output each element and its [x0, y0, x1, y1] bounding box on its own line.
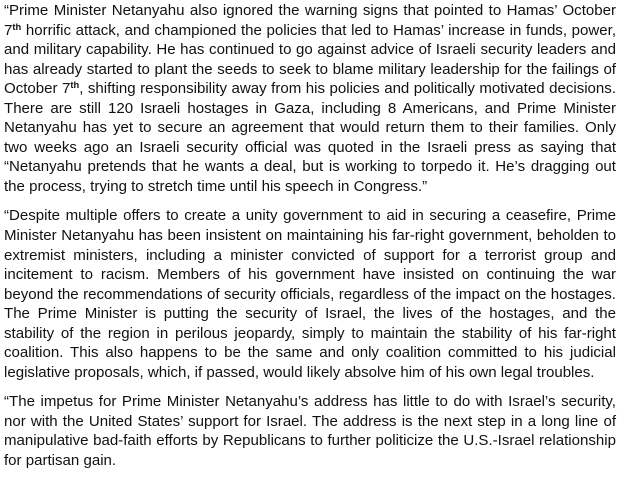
- ordinal-suffix: th: [70, 80, 80, 91]
- paragraph-3: [4, 391, 616, 470]
- text-run: “The impetus for Prime Minister Netanyahu’s address has little to do with Israel’s security, nor with the United States’ support for Israel. The address is the next step in a long line of manipulative bad-faith efforts by Republicans to further politicize the U.S.-Israel relationship for partisan gain.: [4, 393, 616, 470]
- text-run: “Prime Minister Netanyahu also ignored the warning signs that pointed to Hamas’ October 7: [4, 2, 616, 39]
- paragraph-2: [4, 205, 616, 382]
- text-run: , shifting responsibility away from his policies and politically motivated decisions. There are still 120 Israeli hostages in Gaza, including 8 Americans, and Prime Minister Netanyahu has yet to secure an agreement that would return them to their families. Only two weeks ago an Israeli security official was quoted in the Israeli press as saying that “Netanyahu pretends that he wants a deal, but is working to torpedo it. He’s dragging out the process, trying to stretch time until his speech in Congress.”: [4, 80, 616, 195]
- text-run: horrific attack, and championed the policies that led to Hamas’ increase in funds, power, and military capability. He has continued to go against advice of Israeli security leaders and has already started to plant the seeds to seek to blame military leadership for the failings of October 7: [4, 21, 616, 98]
- text-run: “Despite multiple offers to create a unity government to aid in securing a ceasefire, Prime Minister Netanyahu has been insistent on maintaining his far-right government, beholden to extremist ministers, including a minister convicted of support for a terrorist group and incitement to racism. Members of his government have insisted on continuing the war beyond the recommendations of security officials, regardless of the impact on the hostages. The Prime Minister is putting the security of Israel, the lives of the hostages, and the stability of the region in perilous jeopardy, simply to maintain the stability of his far-right coalition. This also happens to be the same and only coalition committed to his judicial legislative proposals, which, if passed, would likely absolve him of his own legal troubles.: [4, 207, 616, 381]
- paragraph-1: [4, 0, 616, 196]
- statement-document: [4, 0, 616, 471]
- ordinal-suffix: th: [12, 21, 22, 32]
